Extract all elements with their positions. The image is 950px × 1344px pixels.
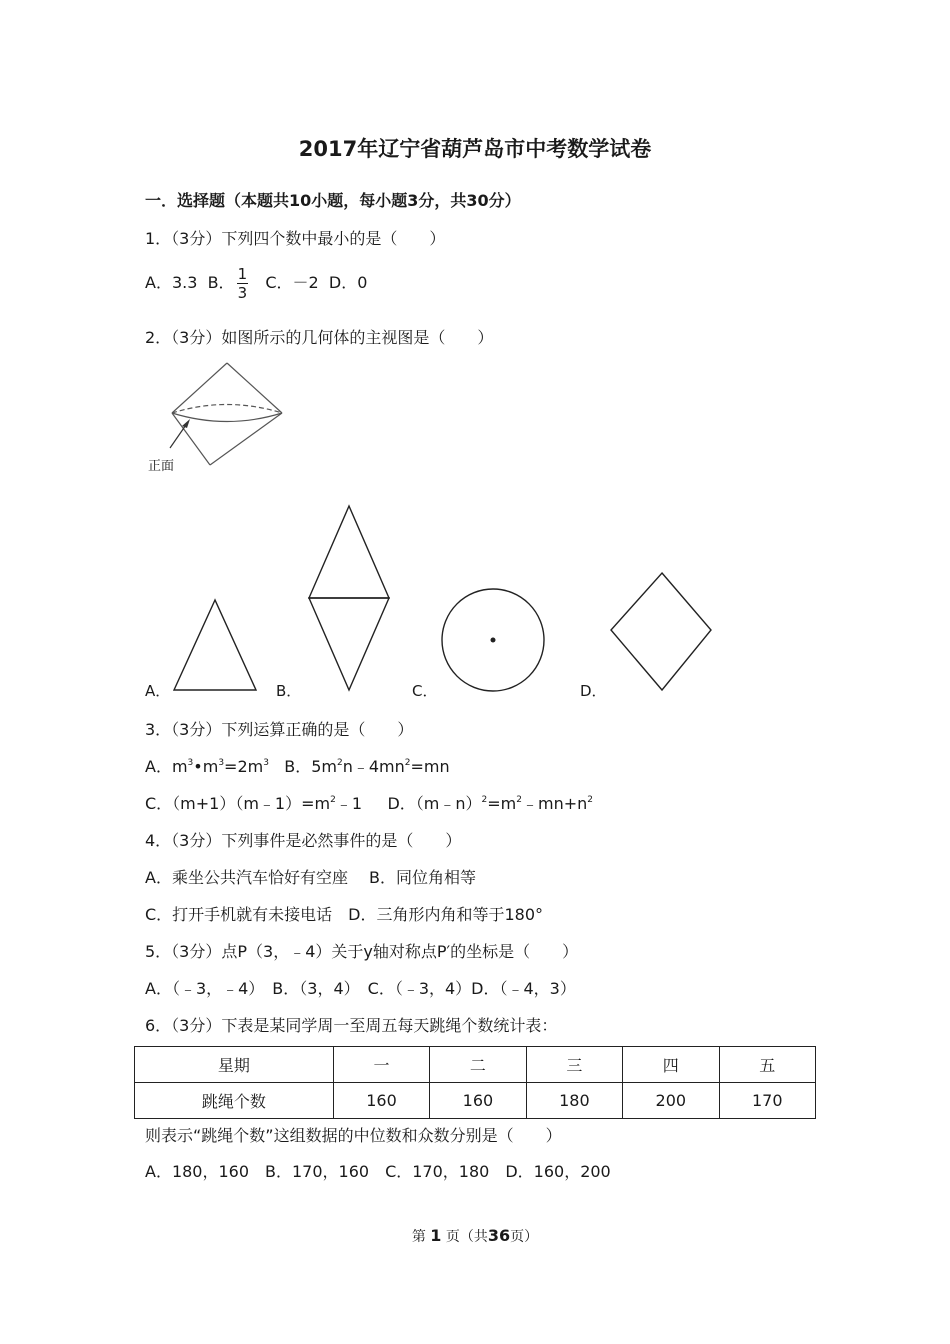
q2-option-d-label: D． (580, 682, 607, 700)
table-cell: 跳绳个数 (135, 1083, 334, 1119)
superscript: 3 (187, 758, 194, 768)
question-4-stem: 4．（3分）下列事件是必然事件的是（ ） (145, 831, 462, 850)
superscript: 2 (481, 795, 488, 805)
page-title: 2017年辽宁省葫芦岛市中考数学试卷 (298, 137, 652, 161)
q2-option-a-label: A． (145, 682, 171, 700)
q4-options-ab: A．乘坐公共汽车恰好有空座 B．同位角相等 (145, 868, 477, 887)
front-view-label: 正面 (148, 459, 175, 474)
table-header-row (135, 1047, 816, 1083)
jump-rope-table (134, 1046, 816, 1119)
superscript: 2 (516, 795, 522, 805)
q1-option-a: A．3.3 (145, 273, 198, 292)
q3-options-ab (145, 754, 450, 777)
footer-text: 页（共 (445, 1229, 488, 1245)
q3-d-text: D．（m﹣n） (387, 794, 482, 813)
q3-a-text: =2m (224, 757, 264, 776)
table-cell: 一 (333, 1047, 429, 1083)
q3-b-text: B．5m (284, 757, 337, 776)
table-cell: 180 (526, 1083, 622, 1119)
table-cell: 160 (333, 1083, 429, 1119)
superscript: 2 (336, 758, 343, 768)
option-d-rhombus (607, 570, 717, 694)
q3-b-text: n﹣4mn (342, 757, 405, 776)
q6-question-text: 则表示“跳绳个数”这组数据的中位数和众数分别是（ ） (145, 1126, 562, 1145)
footer-text: 第 (411, 1229, 426, 1245)
table-cell: 二 (430, 1047, 526, 1083)
q1-option-c: C．－2 (265, 273, 319, 292)
table-cell: 五 (719, 1047, 815, 1083)
question-2-stem: 2．（3分）如图所示的几何体的主视图是（ ） (145, 328, 494, 347)
fraction-one-third (237, 265, 249, 302)
table-row (135, 1083, 816, 1119)
q3-a-text: •m (193, 757, 219, 776)
option-b-double-triangle (305, 503, 395, 695)
q2-option-b-label: B． (276, 682, 302, 700)
option-c-circle (437, 586, 549, 696)
q6-options: A．180，160 B．170，160 C．170，180 D．160，200 (145, 1162, 611, 1181)
table-cell: 170 (719, 1083, 815, 1119)
q1-option-d: D．0 (328, 273, 368, 292)
table-cell: 三 (526, 1047, 622, 1083)
q3-b-text: =mn (410, 757, 450, 776)
question-3-stem: 3．（3分）下列运算正确的是（ ） (145, 720, 414, 739)
q4-options-cd: C．打开手机就有未接电话 D．三角形内角和等于180° (145, 905, 544, 924)
superscript: 3 (263, 758, 269, 768)
question-6-stem: 6．（3分）下表是某同学周一至周五每天跳绳个数统计表： (145, 1016, 558, 1035)
total-pages: 36 (487, 1226, 511, 1245)
fraction-denominator: 3 (237, 284, 248, 302)
fraction-numerator: 1 (237, 265, 248, 283)
q3-options-cd (145, 791, 593, 814)
footer-text: 页） (510, 1229, 539, 1245)
q2-option-c-label: C． (412, 682, 438, 700)
question-1-options (145, 265, 367, 302)
q3-d-text: =m (487, 794, 517, 813)
q1-option-b-label: B． (207, 273, 235, 292)
q3-c-text: C．（m+1）（m﹣1）=m (145, 794, 331, 813)
q3-a-text: A．m (145, 757, 188, 776)
table-cell: 200 (623, 1083, 719, 1119)
page-number: 1 (430, 1226, 442, 1245)
question-5-stem: 5．（3分）点P（3，﹣4）关于y轴对称点P′的坐标是（ ） (145, 942, 579, 961)
page-footer (0, 1226, 950, 1246)
q3-c-text: ﹣1 (335, 794, 363, 813)
superscript: 2 (330, 795, 336, 805)
q3-d-text: ﹣mn+n (522, 794, 588, 813)
superscript: 3 (218, 758, 225, 768)
q5-options: A．（﹣3，﹣4） B．（3，4） C．（﹣3，4）D．（﹣4，3） (145, 979, 576, 998)
superscript: 2 (404, 758, 411, 768)
question-1-stem: 1．（3分）下列四个数中最小的是（ ） (145, 229, 446, 248)
option-a-triangle (170, 598, 260, 693)
table-cell: 星期 (135, 1047, 334, 1083)
superscript: 2 (587, 795, 594, 805)
table-cell: 四 (623, 1047, 719, 1083)
section-heading: 一．选择题（本题共10小题，每小题3分，共30分） (145, 191, 521, 210)
table-cell: 160 (430, 1083, 526, 1119)
